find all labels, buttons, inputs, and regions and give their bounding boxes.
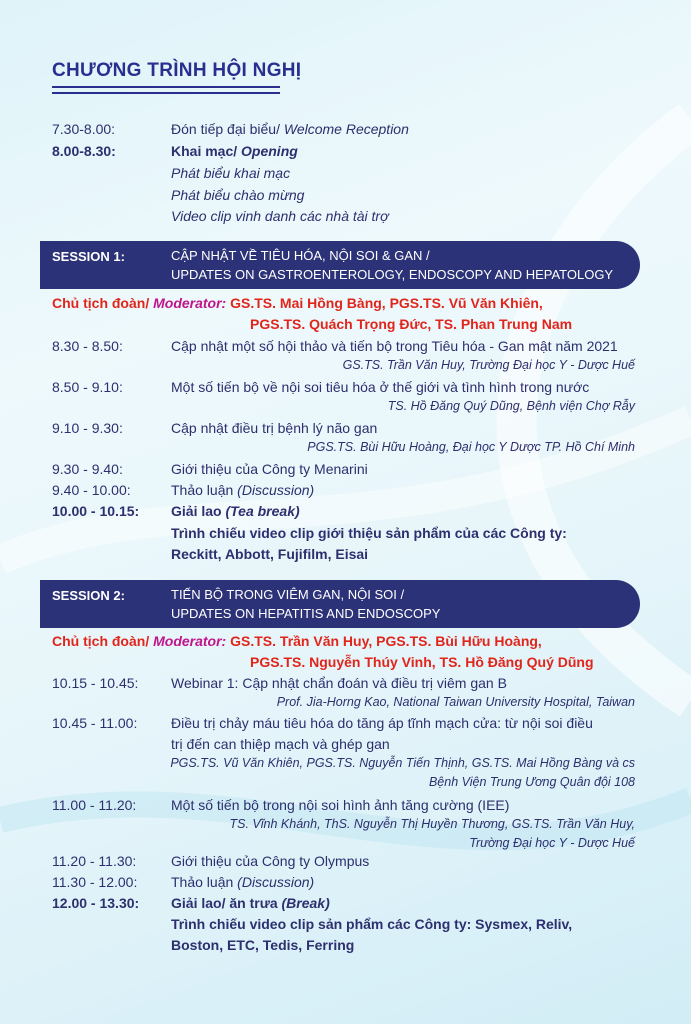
break-note: Trình chiếu video clip sản phẩm các Công ty: Sysmex, Reliv, <box>171 916 573 932</box>
title-underline-second <box>52 92 280 94</box>
speaker: PGS.TS. Bùi Hữu Hoàng, Đại học Y Dược TP. Hồ Chí Minh <box>307 440 635 454</box>
session-1-title-vi: CẬP NHẬT VỀ TIÊU HÓA, NỘI SOI & GAN / <box>171 248 430 263</box>
title-underline <box>52 86 280 88</box>
session-2-moderators-cont: PGS.TS. Nguyễn Thúy Vinh, TS. Hồ Đăng Quý Dũng <box>250 654 594 670</box>
session-1-title-en: UPDATES ON GASTROENTEROLOGY, ENDOSCOPY AND HEPATOLOGY <box>171 267 614 282</box>
sponsor-list: Boston, ETC, Tedis, Ferring <box>171 937 355 953</box>
opening-sub-item: Phát biểu khai mạc <box>171 165 291 181</box>
speaker: TS. Hồ Đăng Quý Dũng, Bệnh viện Chợ Rẫy <box>387 399 635 413</box>
page-title: CHƯƠNG TRÌNH HỘI NGHỊ <box>52 60 302 81</box>
session-1-label: SESSION 1: <box>52 249 125 264</box>
speaker: PGS.TS. Vũ Văn Khiên, PGS.TS. Nguyễn Tiến Thịnh, GS.TS. Mai Hồng Bàng và cs <box>170 756 635 770</box>
speaker: Trường Đại học Y - Dược Huế <box>469 836 635 850</box>
speaker: Bệnh Viện Trung Ương Quân đội 108 <box>428 775 635 789</box>
opening-sub-item: Video clip vinh danh các nhà tài trợ <box>171 208 389 224</box>
session-2-banner <box>40 580 640 628</box>
opening-sub-item: Phát biểu chào mừng <box>171 187 305 203</box>
session-1-banner <box>40 241 640 289</box>
session-2-title-vi: TIẾN BỘ TRONG VIÊM GAN, NỘI SOI / <box>171 587 405 602</box>
session-2-moderators: Chủ tịch đoàn/ Moderator: GS.TS. Trần Văn Huy, PGS.TS. Bùi Hữu Hoàng, <box>52 633 542 649</box>
speaker: Prof. Jia-Horng Kao, National Taiwan University Hospital, Taiwan <box>276 695 635 709</box>
speaker: GS.TS. Trần Văn Huy, Trường Đại học Y - Dược Huế <box>342 358 635 372</box>
agenda-item-cont: trị đến can thiệp mạch và ghép gan <box>171 736 390 752</box>
session-1-moderators-cont: PGS.TS. Quách Trọng Đức, TS. Phan Trung Nam <box>250 316 573 332</box>
session-2-title-en: UPDATES ON HEPATITIS AND ENDOSCOPY <box>171 606 441 621</box>
session-2-label: SESSION 2: <box>52 588 125 603</box>
break-note: Trình chiếu video clip giới thiệu sản phẩm của các Công ty: <box>171 525 567 541</box>
session-1-moderators: Chủ tịch đoàn/ Moderator: GS.TS. Mai Hồng Bàng, PGS.TS. Vũ Văn Khiên, <box>52 295 543 311</box>
speaker: TS. Vĩnh Khánh, ThS. Nguyễn Thị Huyền Thương, GS.TS. Trần Văn Huy, <box>229 817 635 831</box>
sponsor-list: Reckitt, Abbott, Fujifilm, Eisai <box>171 546 369 562</box>
